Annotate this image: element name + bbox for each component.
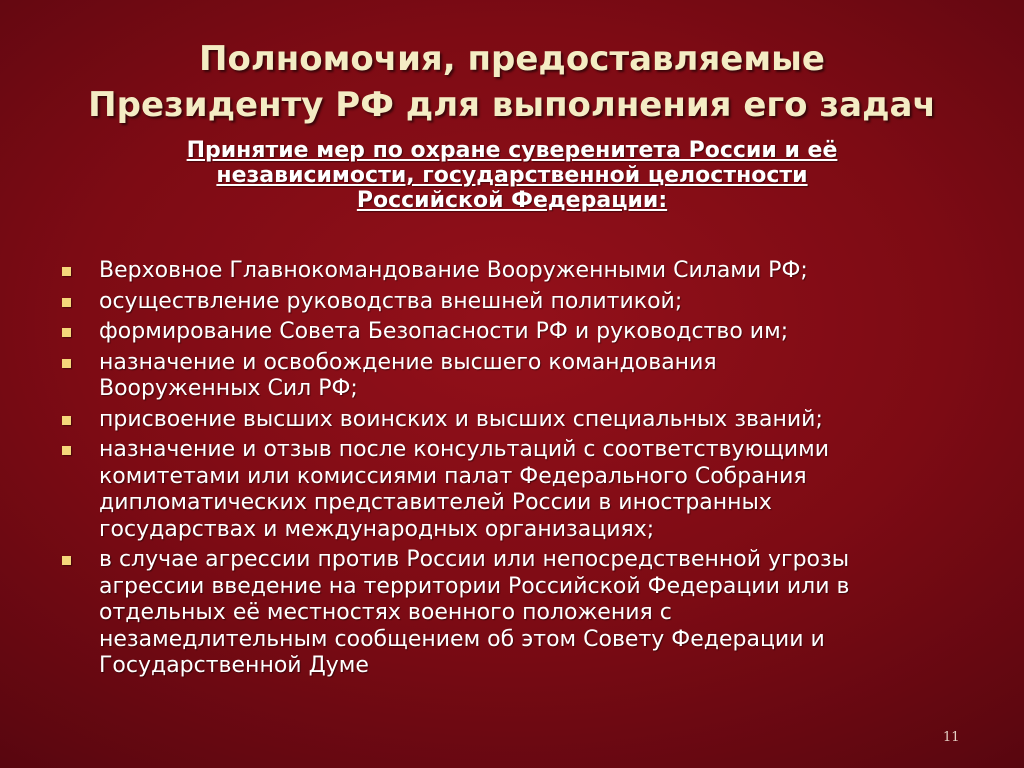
- slide-title-line-1: Полномочия, предоставляемые: [199, 39, 825, 79]
- list-item-text-line: Верховное Главнокомандование Вооруженными Силами РФ;: [99, 258, 808, 283]
- square-bullet-icon: [62, 298, 71, 307]
- list-item-text-line: осуществление руководства внешней политикой;: [99, 288, 683, 314]
- list-item-text-line: незамедлительным сообщением об этом Совету Федерации и: [99, 626, 825, 652]
- slide-subtitle-line-3: Российской Федерации:: [356, 188, 668, 213]
- list-item: [62, 547, 962, 680]
- powers-list: [62, 258, 962, 684]
- list-item-text-line: назначение и отзыв после консультаций с соответствующими: [99, 437, 829, 462]
- list-item: [62, 319, 962, 346]
- list-item-text-line: дипломатических представителей России в иностранных: [99, 490, 772, 515]
- square-bullet-icon: [62, 446, 71, 455]
- list-item: [62, 350, 962, 403]
- list-item-text-line: в случае агрессии против России или непосредственной угрозы: [99, 547, 850, 572]
- list-item: [62, 289, 962, 316]
- square-bullet-icon: [62, 359, 71, 368]
- slide-subtitle-line-1: Принятие мер по охране суверенитета России и её: [186, 138, 838, 163]
- list-item-text-line: Вооруженных Сил РФ;: [99, 376, 358, 401]
- list-item: [62, 437, 962, 543]
- slide-subtitle-line-2: независимости, государственной целостности: [216, 163, 808, 188]
- square-bullet-icon: [62, 556, 71, 565]
- list-item-text-line: государствах и международных организациях;: [99, 516, 655, 542]
- slide-title-line-2: Президенту РФ для выполнения его задач: [88, 85, 936, 125]
- list-item: [62, 258, 962, 285]
- list-item-text-line: Государственной Думе: [99, 653, 369, 678]
- square-bullet-icon: [62, 267, 71, 276]
- list-item-text-line: агрессии введение на территории Российской Федерации или в: [99, 573, 850, 599]
- list-item-text-line: присвоение высших воинских и высших специальных званий;: [99, 406, 823, 432]
- page-number: 11: [943, 730, 960, 745]
- square-bullet-icon: [62, 328, 71, 337]
- list-item-text-line: формирование Совета Безопасности РФ и руководство им;: [99, 319, 789, 344]
- list-item-text-line: отдельных её местностях военного положения с: [99, 600, 672, 625]
- square-bullet-icon: [62, 416, 71, 425]
- list-item-text-line: комитетами или комиссиями палат Федерального Собрания: [99, 463, 807, 489]
- list-item: [62, 407, 962, 434]
- list-item-text-line: назначение и освобождение высшего командования: [99, 349, 717, 375]
